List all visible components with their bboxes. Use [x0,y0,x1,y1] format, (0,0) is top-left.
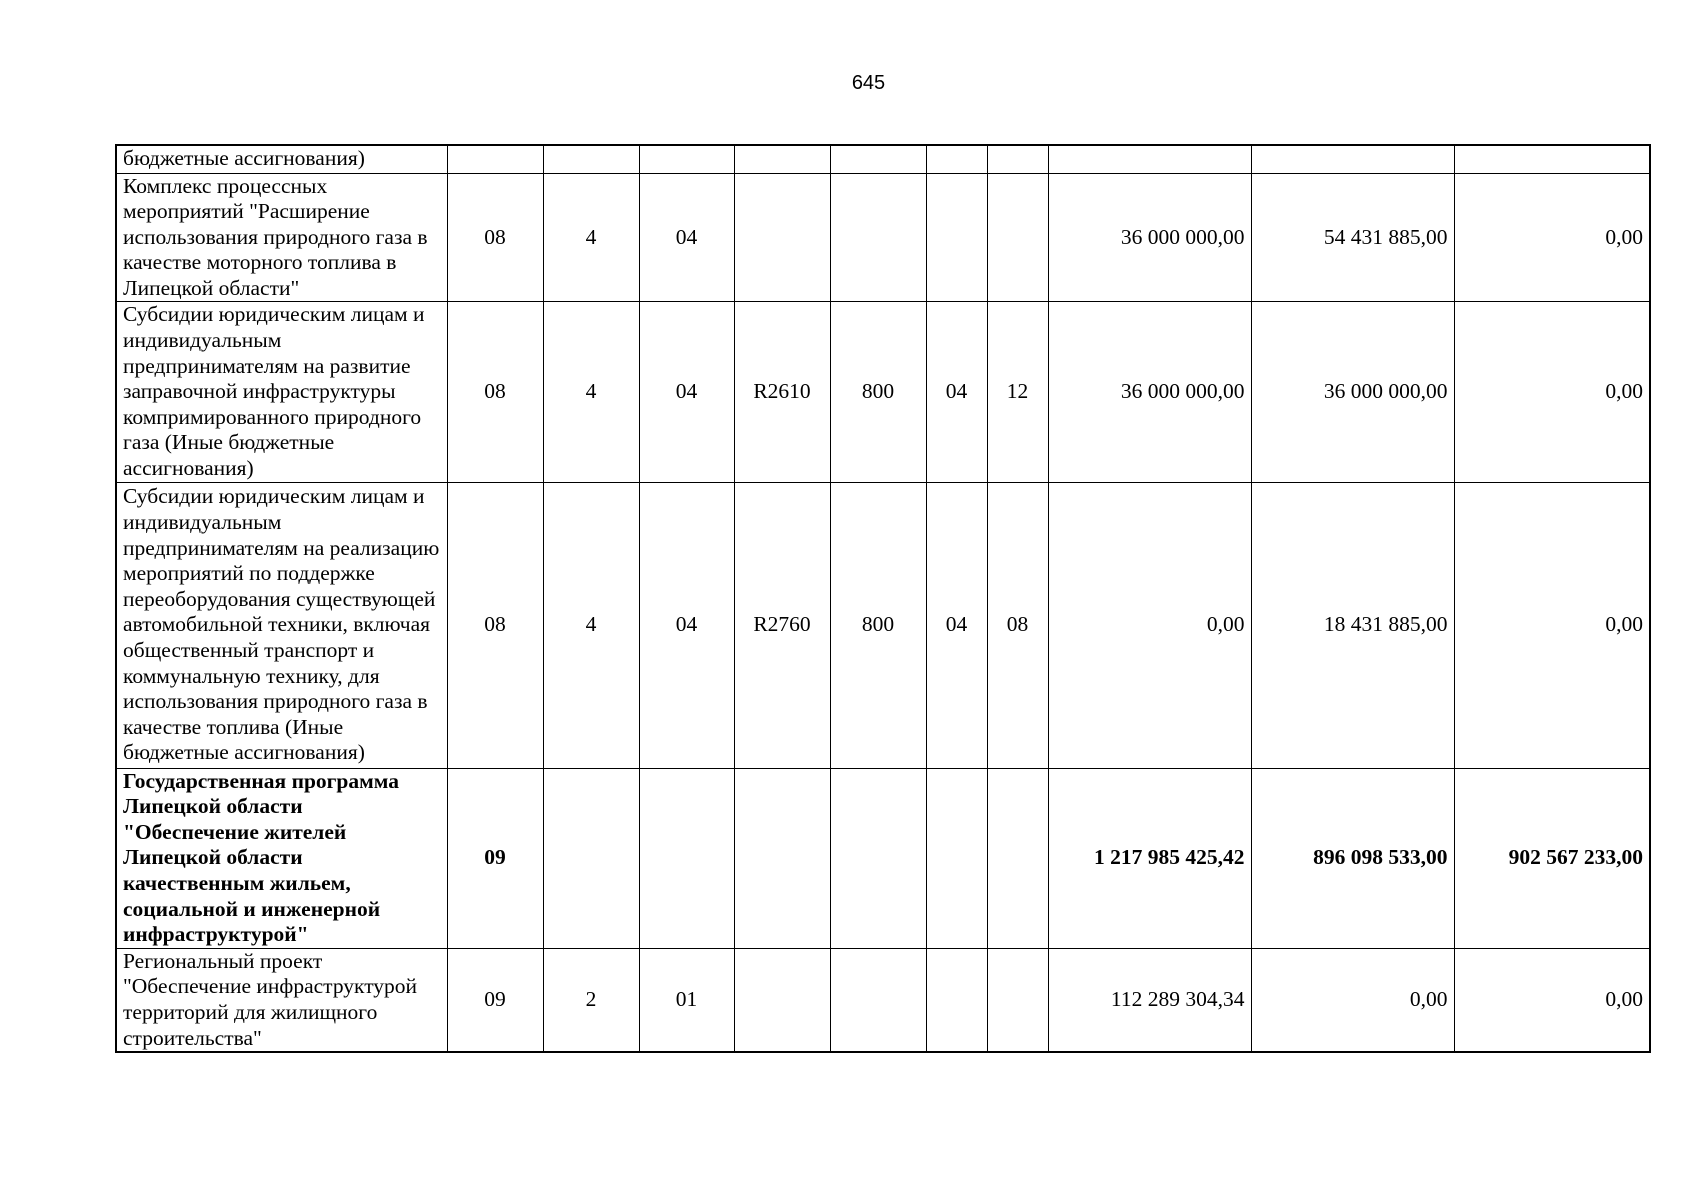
cell-expense-type: 800 [830,302,926,482]
table-row [116,948,1650,1052]
cell-section [926,768,987,948]
cell-subprogram-code [543,145,639,173]
cell-activity-code: 04 [639,482,734,768]
cell-amount-year-3: 902 567 233,00 [1454,768,1650,948]
table-row [116,768,1650,948]
cell-subprogram-code [543,768,639,948]
cell-section [926,145,987,173]
budget-table [115,144,1651,1053]
cell-subsection [987,145,1048,173]
cell-amount-year-2: 18 431 885,00 [1251,482,1454,768]
cell-program-code [447,145,543,173]
cell-direction-code [734,948,830,1052]
cell-subprogram-code: 2 [543,948,639,1052]
cell-name: Комплекс процессных мероприятий "Расширение использования природного газа в качестве моторного топлива в Липецкой области" [116,173,447,302]
cell-name: Субсидии юридическим лицам и индивидуальным предпринимателям на развитие заправочной инфраструктуры компримированного природного газа (Иные бюджетные ассигнования) [116,302,447,482]
cell-program-code: 08 [447,302,543,482]
cell-name: Государственная программа Липецкой области "Обеспечение жителей Липецкой области качественным жильем, социальной и инженерной инфраструктурой" [116,768,447,948]
table-row [116,482,1650,768]
cell-subprogram-code: 4 [543,302,639,482]
cell-activity-code [639,768,734,948]
cell-subprogram-code: 4 [543,482,639,768]
cell-activity-code: 04 [639,173,734,302]
cell-amount-year-2: 0,00 [1251,948,1454,1052]
cell-program-code: 09 [447,768,543,948]
cell-direction-code [734,173,830,302]
cell-name: бюджетные ассигнования) [116,145,447,173]
cell-subsection: 12 [987,302,1048,482]
cell-expense-type [830,768,926,948]
cell-amount-year-3: 0,00 [1454,482,1650,768]
cell-amount-year-1: 1 217 985 425,42 [1048,768,1251,948]
cell-subprogram-code: 4 [543,173,639,302]
cell-section: 04 [926,482,987,768]
cell-name: Субсидии юридическим лицам и индивидуальным предпринимателям на реализацию мероприятий по поддержке переоборудования существующей автомобильной техники, включая общественный транспорт и коммунальную технику, для использования природного газа в качестве топлива (Иные бюджетные ассигнования) [116,482,447,768]
cell-program-code: 09 [447,948,543,1052]
table-row [116,145,1650,173]
cell-amount-year-3 [1454,145,1650,173]
cell-direction-code: R2760 [734,482,830,768]
cell-section [926,948,987,1052]
cell-expense-type [830,173,926,302]
cell-amount-year-3: 0,00 [1454,948,1650,1052]
cell-direction-code: R2610 [734,302,830,482]
cell-name: Региональный проект "Обеспечение инфраструктурой территорий для жилищного строительства" [116,948,447,1052]
cell-subsection [987,768,1048,948]
cell-direction-code [734,768,830,948]
cell-amount-year-1: 0,00 [1048,482,1251,768]
cell-amount-year-2 [1251,145,1454,173]
cell-expense-type: 800 [830,482,926,768]
cell-amount-year-2: 54 431 885,00 [1251,173,1454,302]
cell-activity-code [639,145,734,173]
table-row [116,302,1650,482]
cell-section [926,173,987,302]
cell-amount-year-1: 36 000 000,00 [1048,173,1251,302]
cell-amount-year-1: 112 289 304,34 [1048,948,1251,1052]
cell-subsection [987,173,1048,302]
page-number: 645 [851,72,886,94]
cell-program-code: 08 [447,173,543,302]
cell-activity-code: 01 [639,948,734,1052]
cell-amount-year-2: 896 098 533,00 [1251,768,1454,948]
cell-subsection: 08 [987,482,1048,768]
cell-expense-type [830,948,926,1052]
cell-direction-code [734,145,830,173]
table-row [116,173,1650,302]
cell-amount-year-3: 0,00 [1454,173,1650,302]
cell-subsection [987,948,1048,1052]
cell-section: 04 [926,302,987,482]
cell-amount-year-2: 36 000 000,00 [1251,302,1454,482]
cell-activity-code: 04 [639,302,734,482]
cell-amount-year-3: 0,00 [1454,302,1650,482]
cell-amount-year-1: 36 000 000,00 [1048,302,1251,482]
cell-program-code: 08 [447,482,543,768]
cell-expense-type [830,145,926,173]
cell-amount-year-1 [1048,145,1251,173]
